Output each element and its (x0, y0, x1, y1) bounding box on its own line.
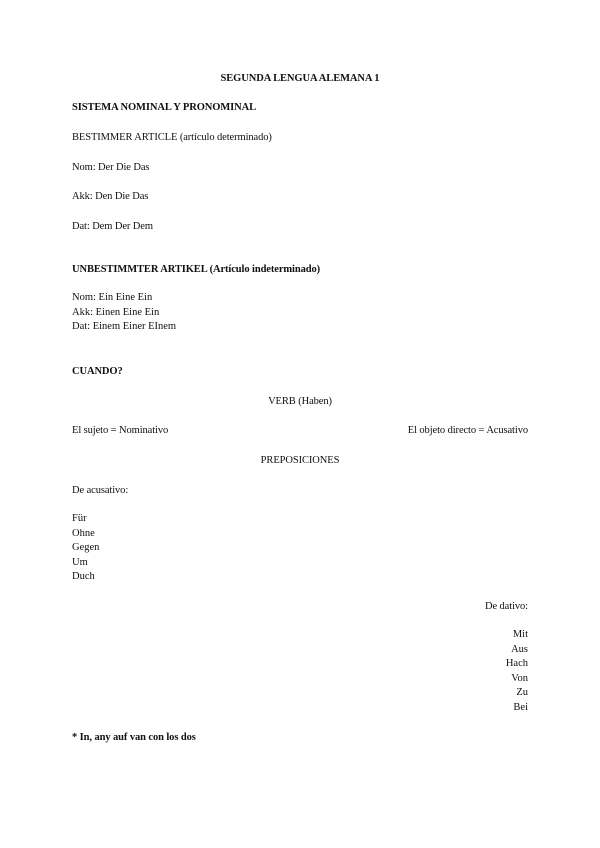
definite-nom-row: Nom: Der Die Das (72, 162, 150, 173)
list-item: Für (72, 513, 87, 524)
footnote: * In, any auf van con los dos (72, 732, 196, 743)
subject-rule: El sujeto = Nominativo (72, 425, 169, 436)
section-heading-indefinite: UNBESTIMMTER ARTIKEL (Artículo indeterminado) (72, 264, 321, 275)
list-item: Gegen (72, 542, 100, 554)
list-item: Duch (72, 571, 95, 583)
list-item: Hach (505, 658, 528, 670)
indefinite-akk-row: Akk: Einen Eine Ein (72, 306, 160, 318)
list-item: Zu (516, 687, 528, 699)
dative-label: De dativo: (484, 601, 528, 612)
accusative-label: De acusativo: (72, 485, 129, 496)
list-item: Von (511, 672, 528, 684)
section-heading-cuando: CUANDO? (72, 366, 123, 377)
list-item: Bei (513, 701, 528, 713)
indefinite-article-list (72, 291, 176, 335)
dative-preposition-list (506, 628, 528, 716)
accusative-preposition-list (72, 512, 99, 585)
prepositions-title: PREPOSICIONES (260, 455, 340, 466)
section-heading-nominal: SISTEMA NOMINAL Y PRONOMINAL (72, 102, 256, 113)
list-item: Um (72, 556, 88, 568)
indefinite-nom-row: Nom: Ein Eine Ein (72, 292, 153, 303)
definite-article-heading: BESTIMMER ARTICLE (artículo determinado) (72, 132, 272, 143)
list-item: Aus (511, 643, 528, 655)
definite-dat-row: Dat: Dem Der Dem (72, 221, 153, 232)
indefinite-dat-row: Dat: Einem Einer EInem (72, 321, 177, 333)
document-title: SEGUNDA LENGUA ALEMANA 1 (220, 73, 380, 84)
verb-label: VERB (Haben) (268, 396, 332, 407)
object-rule: El objeto directo = Acusativo (407, 425, 528, 436)
list-item: Ohne (72, 527, 95, 539)
definite-akk-row: Akk: Den Die Das (72, 191, 149, 202)
list-item: Mit (512, 629, 528, 640)
